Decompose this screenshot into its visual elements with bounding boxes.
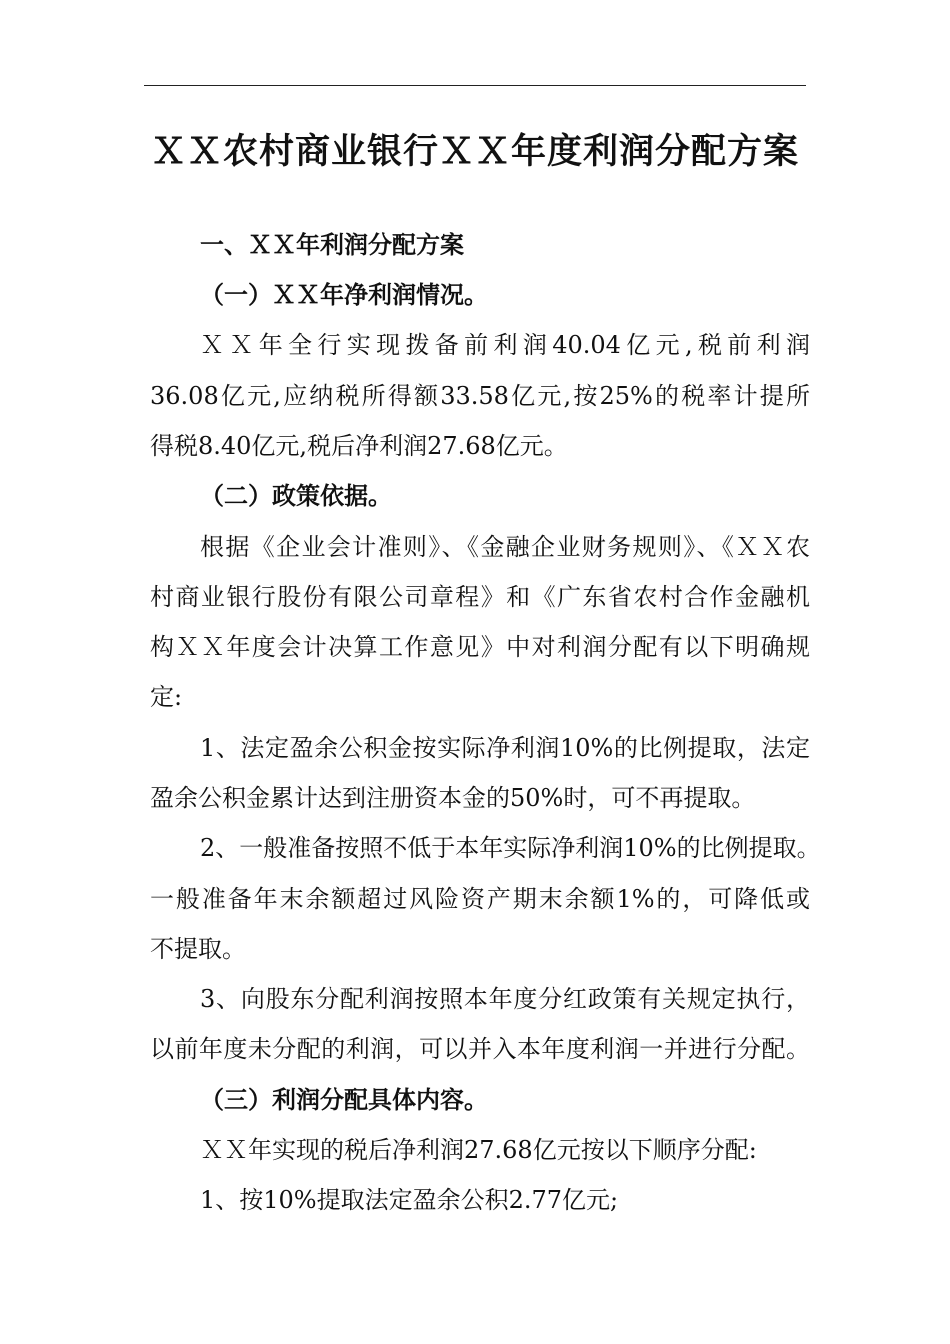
subsection-heading-1: （一）ＸＸ年净利润情况。 — [200, 280, 488, 309]
list-item-line: 盈余公积金累计达到注册资本金的50%时，可不再提取。 — [150, 784, 756, 812]
section-heading-1: 一、ＸＸ年利润分配方案 — [200, 230, 464, 259]
subsection-heading-2: （二）政策依据。 — [200, 481, 392, 510]
paragraph-line: ＸＸ年实现的税后净利润27.68亿元按以下顺序分配: — [200, 1136, 757, 1164]
list-item-line: 1、法定盈余公积金按实际净利润10%的比例提取，法定 — [200, 734, 810, 762]
header-rule — [144, 85, 806, 86]
paragraph-line: 定: — [150, 683, 183, 711]
paragraph-line: 36.08亿元,应纳税所得额33.58亿元,按25%的税率计提所 — [150, 382, 810, 410]
list-item-line: 3、向股东分配利润按照本年度分红政策有关规定执行， — [200, 985, 810, 1013]
paragraph-line: ＸＸ年全行实现拨备前利润40.04亿元,税前利润 — [200, 331, 810, 359]
paragraph-line: 得税8.40亿元,税后净利润27.68亿元。 — [150, 432, 568, 460]
paragraph-line: 村商业银行股份有限公司章程》和《广东省农村合作金融机 — [150, 583, 810, 611]
list-item-line: 以前年度未分配的利润，可以并入本年度利润一并进行分配。 — [150, 1035, 810, 1063]
list-item-line: 2、一般准备按照不低于本年实际净利润10%的比例提取。 — [200, 834, 821, 862]
document-title: ＸＸ农村商业银行ＸＸ年度利润分配方案 — [150, 131, 799, 172]
paragraph-line: 根据《企业会计准则》、《金融企业财务规则》、《ＸＸ农 — [200, 533, 810, 561]
list-item-line: 一般准备年末余额超过风险资产期末余额1%的，可降低或 — [150, 885, 810, 913]
subsection-heading-3: （三）利润分配具体内容。 — [200, 1085, 488, 1114]
paragraph-line: 构ＸＸ年度会计决算工作意见》中对利润分配有以下明确规 — [150, 633, 810, 661]
list-item-line: 1、按10%提取法定盈余公积2.77亿元; — [200, 1186, 619, 1214]
list-item-line: 不提取。 — [150, 935, 246, 963]
